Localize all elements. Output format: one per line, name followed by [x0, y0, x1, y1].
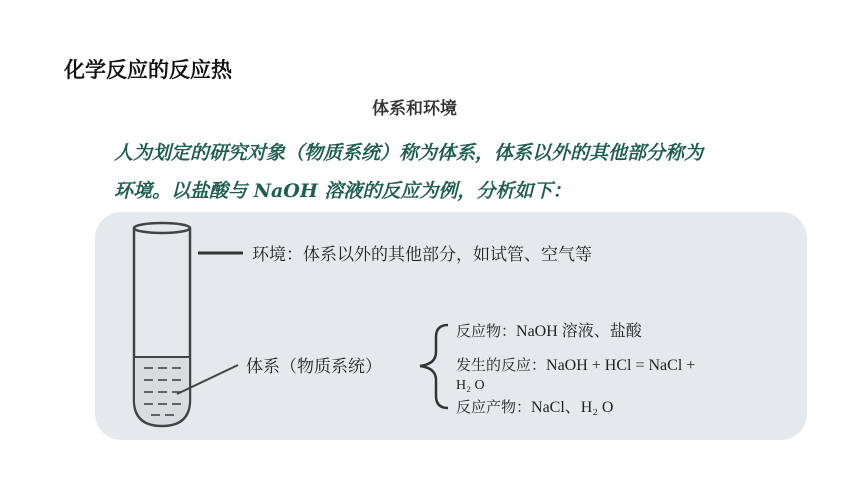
environment-label: 环境：体系以外的其他部分，如试管、空气等	[252, 245, 592, 265]
intro-line-2-pre: 环境。以盐酸与	[114, 180, 254, 202]
page-title: 化学反应的反应热	[64, 58, 232, 82]
reactants-item	[456, 318, 642, 341]
intro-line-1: 人为划定的研究对象（物质系统）称为体系，体系以外的其他部分称为	[114, 142, 704, 164]
system-label: 体系（物质系统）	[246, 357, 382, 377]
reactants-value: NaOH 溶液、盐酸	[516, 323, 642, 340]
intro-line-2-post: 溶液的反应为例，分析如下：	[317, 180, 572, 202]
reaction-value: NaOH + HCl = NaCl +	[546, 357, 696, 374]
products-item	[456, 394, 613, 417]
reactants-label: 反应物：	[456, 322, 517, 340]
products-value: NaCl、H₂ O	[531, 399, 614, 416]
brace-icon	[420, 325, 448, 408]
intro-formula: NaOH	[253, 180, 318, 202]
reaction-value-continued: H₂ O	[456, 378, 485, 393]
section-subtitle: 体系和环境	[372, 99, 457, 119]
products-label: 反应产物：	[456, 398, 532, 416]
reaction-item	[456, 354, 695, 375]
solution-liquid	[135, 357, 189, 424]
reaction-label: 发生的反应：	[456, 356, 547, 374]
